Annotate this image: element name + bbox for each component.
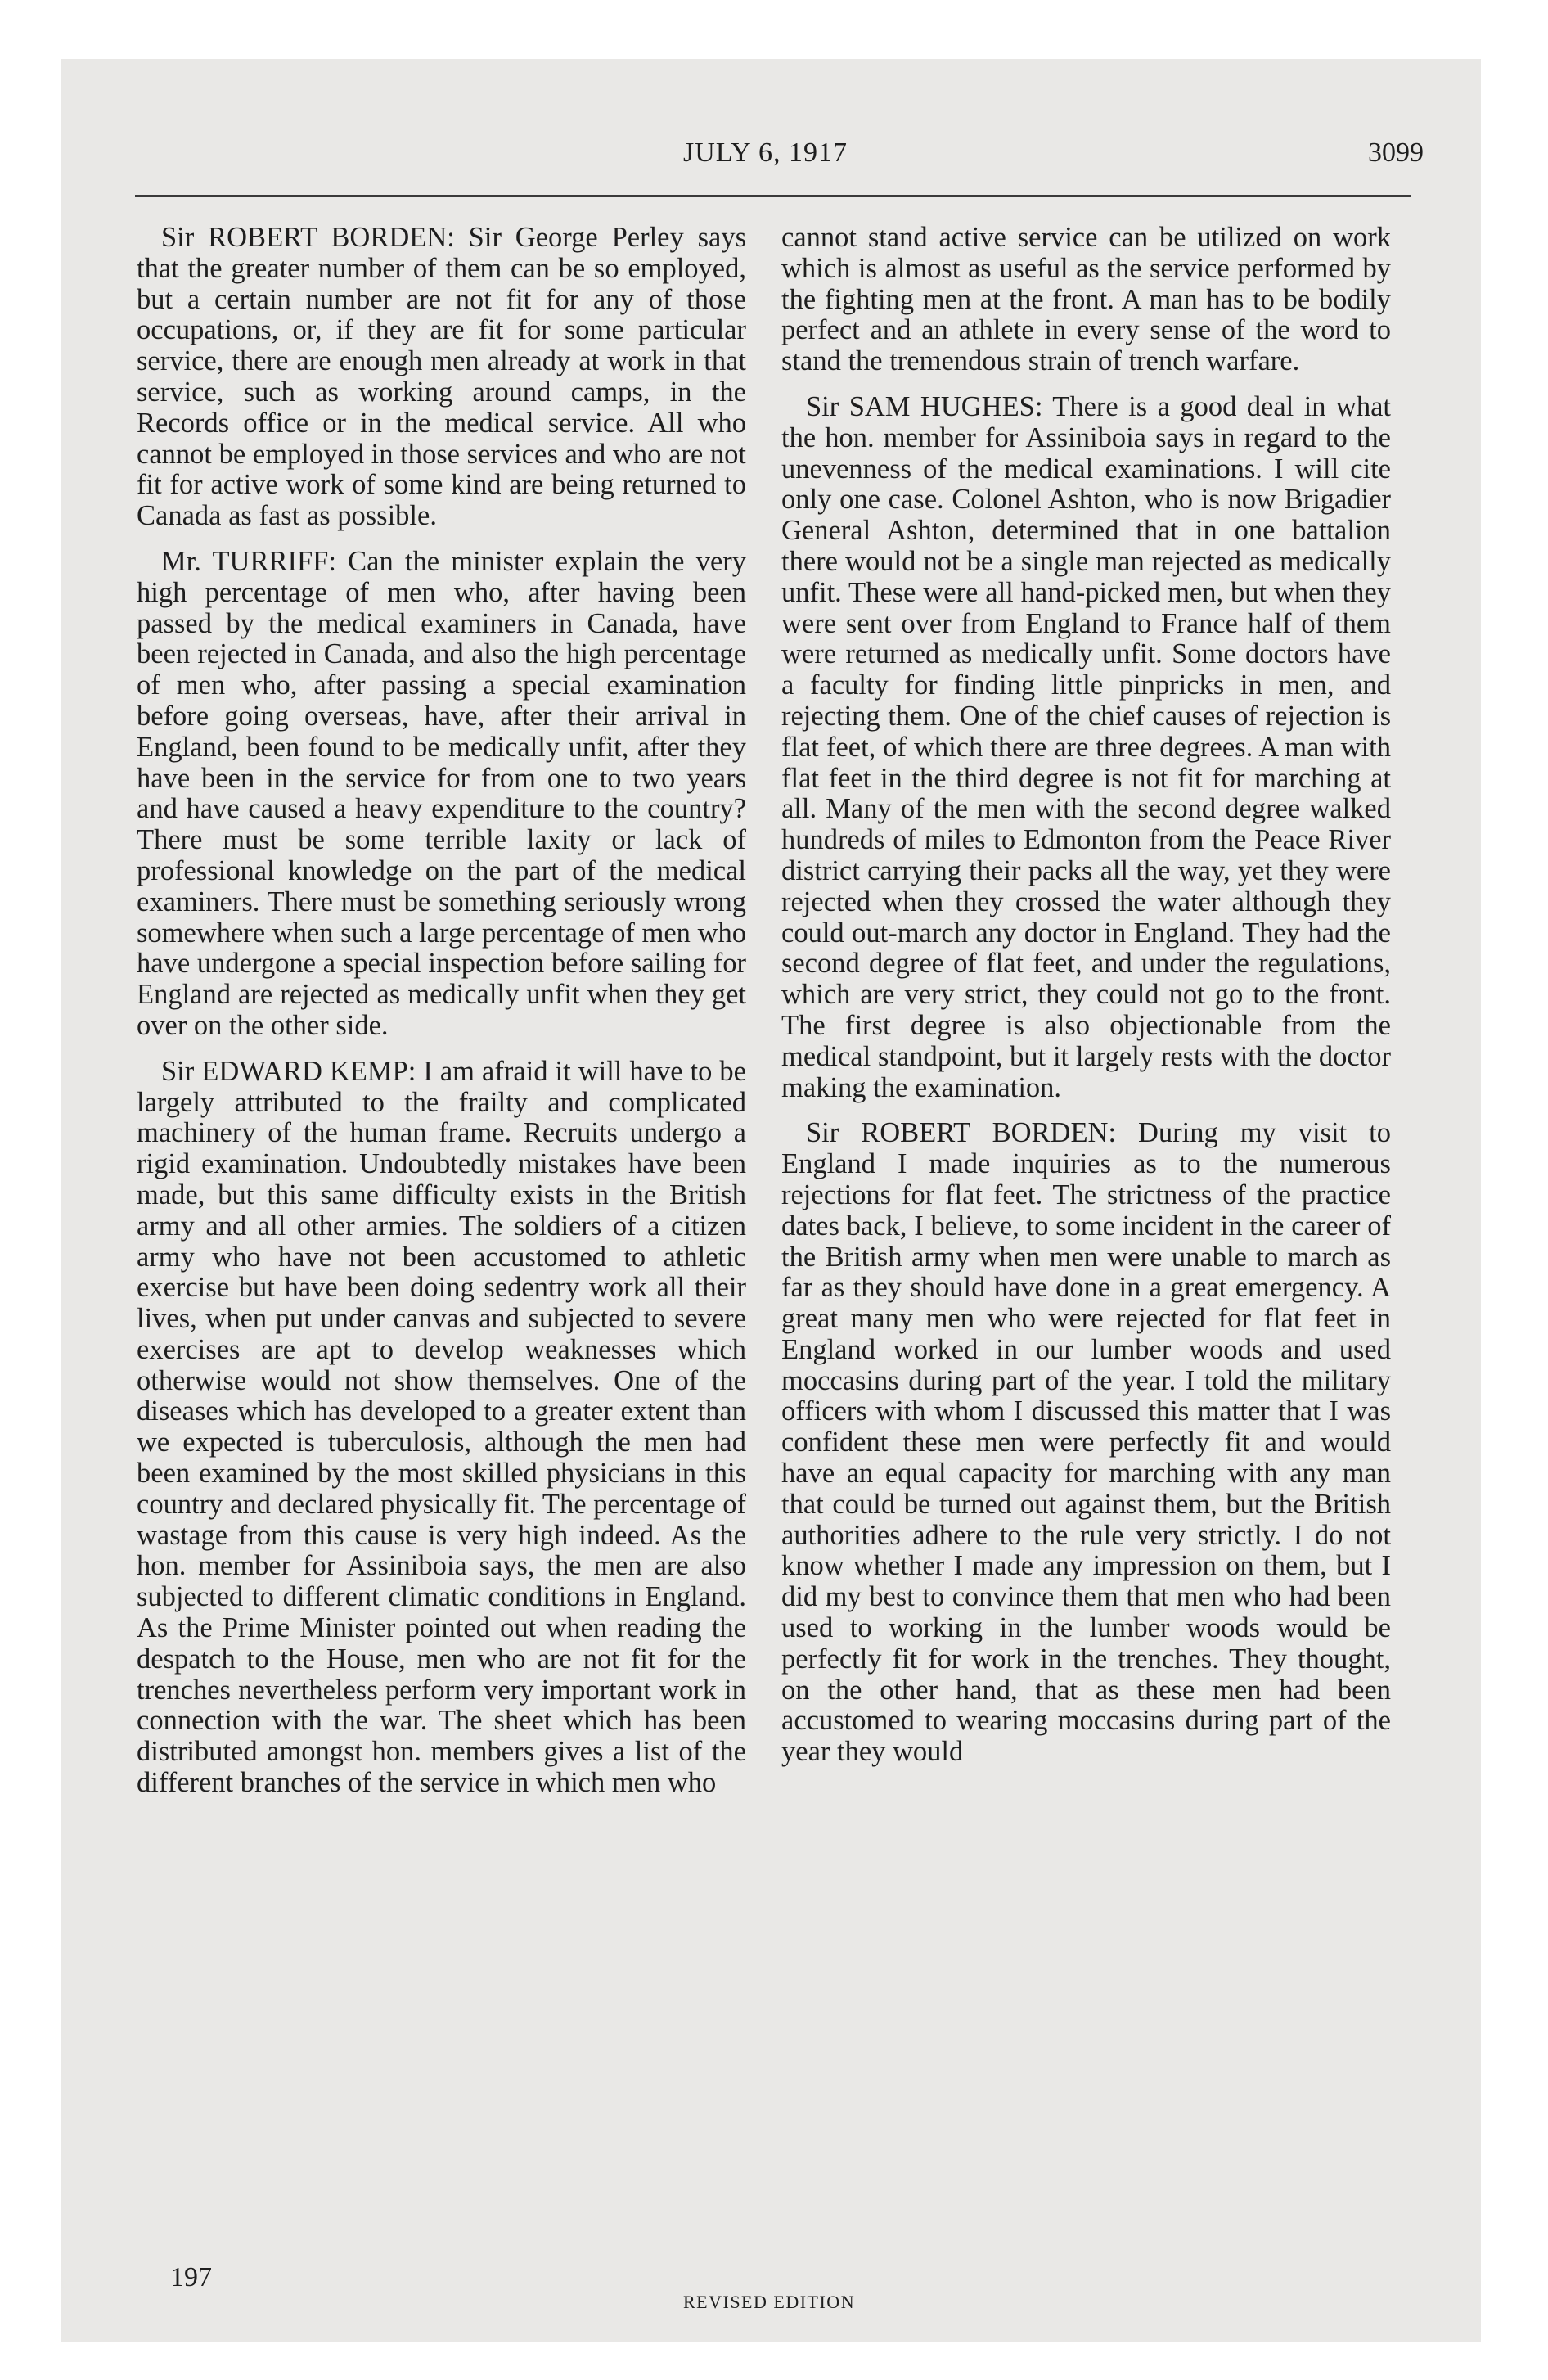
paragraph-kemp: Sir EDWARD KEMP: I am afraid it will have to be largely attributed to the frailty and complicated machinery of the human frame. Recruits undergo a rigid examination. Undoubtedly mistakes have been made, but this same difficulty exists in the British army and all other armies. The soldiers of a citizen army who have not been accustomed to athletic exercise but have been doing sedentry work all their lives, when put under canvas and subjected to severe exercises are apt to develop weaknesses which otherwise would not show themselves. One of the diseases which has developed to a greater extent than we expected is tuberculosis, although the men had been examined by the most skilled physicians in this country and declared physically fit. The percentage of wastage from this cause is very high indeed. As the hon. member for Assiniboia says, the men are also subjected to different climatic conditions in England. As the Prime Minister pointed out when reading the despatch to the House, men who are not fit for the trenches nevertheless perform very important work in connection with the war. The sheet which has been distributed amongst hon. members gives a list of the different branches of the service in which men who [137,1055,746,1799]
footer-sheet-number: 197 [170,2262,212,2292]
paragraph-borden-1: Sir ROBERT BORDEN: Sir George Perley says that the greater number of them can be so employed, but a certain number are not fit for any of those occupations, or, if they are fit for some particular service, there are enough men already at work in that service, such as working around camps, in the Records office or in the medical service. All who cannot be employed in those services and who are not fit for active work of some kind are being returned to Canada as fast as possible. [137,222,746,532]
footer-edition: REVISED EDITION [683,2292,856,2312]
left-column [137,223,746,1814]
page-header [61,137,1481,187]
header-page-number: 3099 [1368,137,1424,168]
document-page [61,59,1481,2342]
right-column [781,223,1391,1783]
paragraph-hughes: Sir SAM HUGHES: There is a good deal in what the hon. member for Assiniboia says in regard to the unevenness of the medical examinations. I will cite only one case. Colonel Ashton, who is now Brigadier General Ashton, determined that in one battalion there would not be a single man rejected as medically unfit. These were all hand-picked men, but when they were sent over from England to France half of them were returned as medically unfit. Some doctors have a faculty for finding little pinpricks in men, and rejecting them. One of the chief causes of rejection is flat feet, of which there are three degrees. A man with flat feet in the third degree is not fit for marching at all. Many of the men with the second degree walked hundreds of miles to Edmonton from the Peace River district carrying their packs all the way, yet they were rejected when they crossed the water although they could out-march any doctor in England. They had the second degree of flat feet, and under the regulations, which are very strict, they could not go to the front. The first degree is also objectionable from the medical standpoint, but it largely rests with the doctor making the examination. [781,390,1391,1103]
paragraph-kemp-continued: cannot stand active service can be utilized on work which is almost as useful as the service performed by the fighting men at the front. A man has to be bodily perfect and an athlete in every sense of the word to stand the tremendous strain of trench warfare. [781,222,1391,377]
paragraph-borden-2: Sir ROBERT BORDEN: During my visit to England I made inquiries as to the numerous rejections for flat feet. The strictness of the practice dates back, I believe, to some incident in the career of the British army when men were unable to march as far as they should have done in a great emergency. A great many men who were rejected for flat feet in England worked in our lumber woods and used moccasins during part of the year. I told the military officers with whom I discussed this matter that I was confident these men were perfectly fit and would have an equal capacity for marching with any man that could be turned out against them, but the British authorities adhere to the rule very strictly. I do not know whether I made any impression on them, but I did my best to convince them that men who had been used to working in the lumber woods would be perfectly fit for work in the trenches. They thought, on the other hand, that as these men had been accustomed to wearing moccasins during part of the year they would [781,1117,1391,1768]
paragraph-turriff: Mr. TURRIFF: Can the minister explain the very high percentage of men who, after having been passed by the medical examiners in Canada, have been rejected in Canada, and also the high percentage of men who, after passing a special examination before going overseas, have, after their arrival in England, been found to be medically unfit, after they have been in the service for from one to two years and have caused a heavy expenditure to the country? There must be some terrible laxity or lack of professional knowledge on the part of the medical examiners. There must be something seriously wrong somewhere when such a large percentage of men who have undergone a special inspection before sailing for England are rejected as medically unfit when they get over on the other side. [137,545,746,1041]
header-rule [135,195,1411,197]
header-date: JULY 6, 1917 [683,137,848,168]
